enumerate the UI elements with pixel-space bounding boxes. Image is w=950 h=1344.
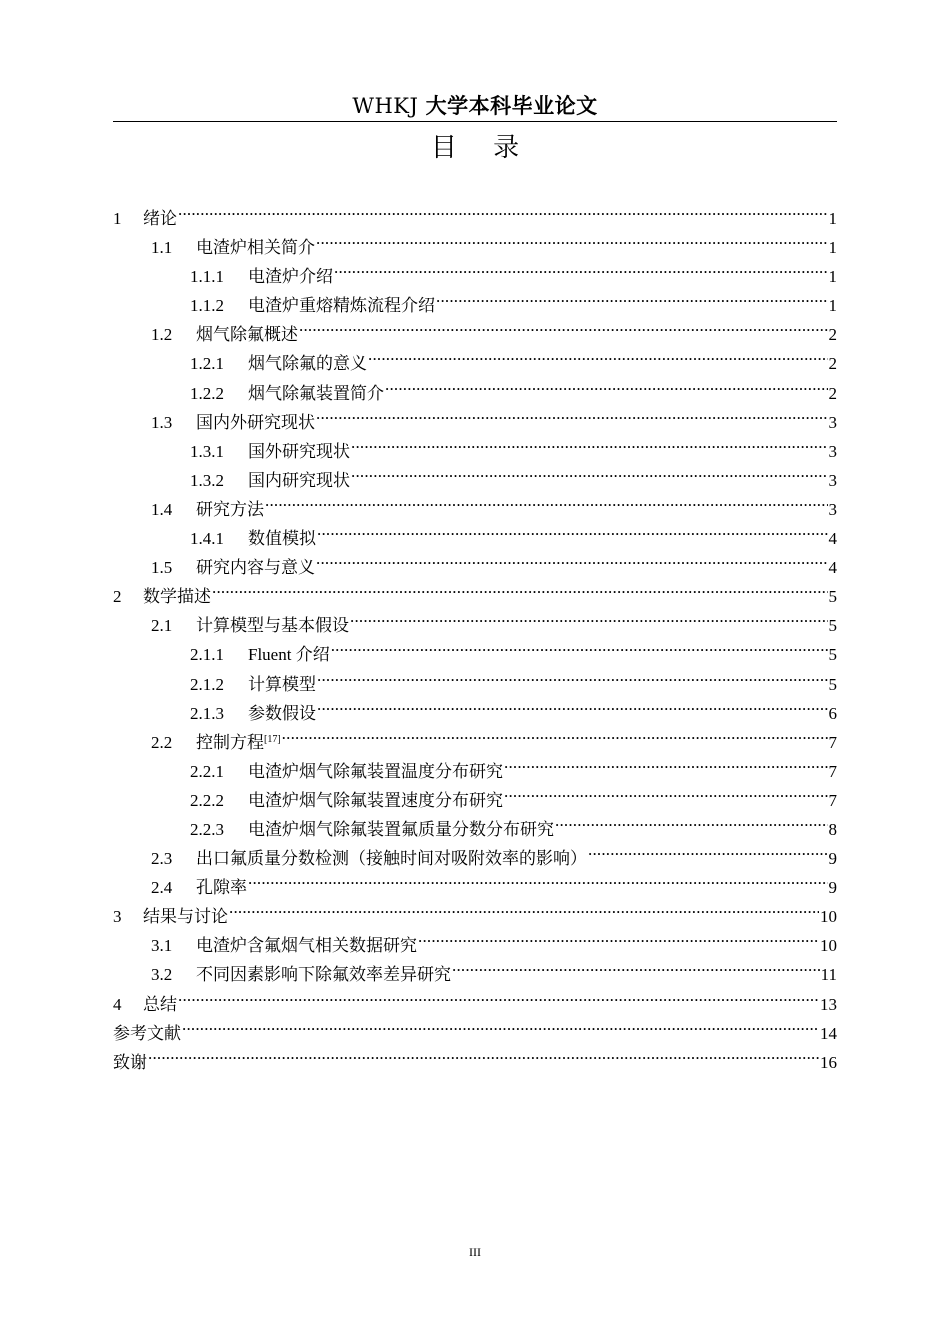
toc-entry-page: 3: [828, 499, 837, 519]
toc-entry-page: 8: [828, 819, 837, 839]
dot-leader: [299, 311, 828, 340]
toc-entry-title-text: 研究内容与意义: [196, 558, 315, 578]
dot-leader: [588, 835, 828, 864]
toc-entry[interactable]: [113, 573, 837, 607]
toc-title: 目 录: [430, 133, 534, 163]
toc-entry-page: 1: [828, 296, 837, 316]
dot-leader: [504, 748, 828, 777]
toc-entry-title-text: 烟气除氟概述: [196, 325, 298, 345]
dot-leader: [555, 806, 828, 835]
toc-entry[interactable]: [113, 1010, 837, 1043]
dot-leader: [248, 864, 828, 893]
toc-entry-page: 5: [828, 674, 837, 694]
toc-entry-number: 1.1.2: [190, 296, 224, 316]
toc-entry-page: 13: [820, 994, 837, 1014]
toc-entry-title: [143, 990, 177, 1019]
toc-entry[interactable]: [113, 224, 837, 258]
toc-entry-page: 2: [828, 354, 837, 374]
toc-entry-number: 2.2.2: [190, 790, 224, 810]
toc-entry-title-text: 烟气除氟的意义: [248, 354, 367, 374]
toc-entry-page: 3: [828, 470, 837, 490]
header-prefix: WHKJ: [352, 94, 419, 118]
toc-entry-page: 7: [828, 732, 837, 752]
toc-entry-number: 2.2: [151, 732, 173, 752]
toc-entry-number: 3.1: [151, 936, 173, 956]
toc-entry-number: 4: [113, 994, 122, 1014]
dot-leader: [504, 777, 828, 806]
toc-entry-title-text: Fluent 介绍: [248, 645, 330, 665]
table-of-contents: [113, 195, 837, 1072]
toc-entry-number: 2.1.3: [190, 703, 224, 723]
header-rule: [113, 121, 837, 122]
toc-entry-number: 1.4: [151, 499, 173, 519]
toc-entry-page: 4: [828, 558, 837, 578]
toc-entry-title-text: 烟气除氟装置简介: [248, 383, 384, 403]
dot-leader: [178, 195, 828, 224]
toc-entry-title-text: 计算模型: [248, 674, 316, 694]
toc-entry-title: [248, 786, 503, 815]
toc-entry-page: 4: [828, 529, 837, 549]
toc-entry-number: 2.1: [151, 616, 173, 636]
toc-entry-page: 7: [828, 790, 837, 810]
toc-entry-title: [143, 902, 228, 931]
toc-entry-page: 6: [828, 703, 837, 723]
dot-leader: [351, 428, 828, 457]
toc-entry-title: [248, 524, 316, 553]
page-header: [113, 92, 837, 120]
toc-entry-title: [248, 349, 367, 378]
toc-entry-number: 1.1: [151, 238, 173, 258]
toc-entry-title-text: 电渣炉相关简介: [196, 238, 315, 258]
toc-entry-title: [143, 582, 211, 611]
toc-entry-title-text: 致谢: [113, 1052, 147, 1072]
toc-entry-title-text: 国内外研究现状: [196, 412, 315, 432]
toc-entry-number: 2.2.1: [190, 761, 224, 781]
dot-leader: [182, 1010, 819, 1039]
toc-entry-title-text: 总结: [143, 994, 177, 1014]
toc-entry-title-text: 结果与讨论: [143, 907, 228, 927]
toc-entry-title-text: 国内研究现状: [248, 470, 350, 490]
toc-entry-page: 10: [820, 907, 837, 927]
dot-leader: [334, 253, 828, 282]
dot-leader: [317, 515, 828, 544]
toc-entry-title: [196, 495, 264, 524]
toc-entry-title: [196, 408, 315, 437]
toc-entry-title: [248, 670, 316, 699]
dot-leader: [282, 719, 828, 748]
toc-entry-title-text: 计算模型与基本假设: [196, 616, 349, 636]
dot-leader: [316, 544, 828, 573]
toc-entry[interactable]: [113, 1039, 837, 1072]
header-suffix: 大学本科毕业论文: [425, 93, 598, 118]
toc-entry-page: 10: [820, 936, 837, 956]
toc-entry-title-text: 孔隙率: [196, 878, 247, 898]
toc-entry-title: [196, 233, 315, 262]
toc-entry-title-text: 国外研究现状: [248, 441, 350, 461]
toc-entry-title-text: 不同因素影响下除氟效率差异研究: [196, 965, 451, 985]
dot-leader: [316, 399, 828, 428]
citation-reference: [17]: [264, 733, 281, 745]
toc-entry-title: [248, 815, 554, 844]
toc-entry-number: 1.2: [151, 325, 173, 345]
toc-entry-page: 5: [828, 616, 837, 636]
toc-entry-page: 2: [828, 383, 837, 403]
toc-entry[interactable]: [113, 602, 837, 636]
toc-entry-title-text: 参考文献: [113, 1023, 181, 1043]
toc-entry-title-text: 电渣炉介绍: [248, 267, 333, 287]
toc-entry-title-text: 出口氟质量分数检测（接触时间对吸附效率的影响）: [196, 849, 587, 869]
toc-entry-page: 1: [828, 238, 837, 258]
toc-entry-title-text: 数值模拟: [248, 529, 316, 549]
toc-entry-title-text: 电渣炉烟气除氟装置温度分布研究: [248, 761, 503, 781]
dot-leader: [331, 631, 828, 660]
toc-entry-title-text: 数学描述: [143, 587, 211, 607]
toc-entry-number: 1.3.1: [190, 441, 224, 461]
dot-leader: [385, 370, 828, 399]
toc-entry-number: 1.3: [151, 412, 173, 432]
toc-entry-page: 3: [828, 412, 837, 432]
toc-entry[interactable]: [113, 195, 837, 228]
toc-entry-number: 1.2.1: [190, 354, 224, 374]
toc-entry-title-text: 控制方程: [196, 732, 264, 752]
toc-entry-title: [196, 320, 298, 349]
toc-entry-number: 1.1.1: [190, 267, 224, 287]
toc-entry-number: 1.3.2: [190, 470, 224, 490]
dot-leader: [317, 661, 828, 690]
dot-leader: [316, 224, 828, 253]
toc-entry-title-text: 电渣炉烟气除氟装置速度分布研究: [248, 790, 503, 810]
toc-entry[interactable]: [113, 981, 837, 1014]
toc-entry-title: [196, 931, 417, 960]
toc-entry-title-text: 研究方法: [196, 499, 264, 519]
toc-entry-page: 11: [820, 965, 837, 985]
toc-entry-title: [143, 204, 177, 233]
toc-entry-page: 2: [828, 325, 837, 345]
toc-entry-title: [113, 1048, 147, 1077]
toc-entry-title: [248, 757, 503, 786]
toc-entry-number: 1: [113, 209, 122, 228]
toc-entry-number: 3.2: [151, 965, 173, 985]
toc-entry-page: 5: [828, 645, 837, 665]
dot-leader: [368, 340, 828, 369]
toc-entry-page: 7: [828, 761, 837, 781]
dot-leader: [418, 922, 819, 951]
toc-entry-number: 1.2.2: [190, 383, 224, 403]
dot-leader: [350, 602, 828, 631]
dot-leader: [351, 457, 828, 486]
toc-entry-title-text: 电渣炉含氟烟气相关数据研究: [196, 936, 417, 956]
dot-leader: [452, 951, 820, 980]
toc-entry-number: 2.3: [151, 849, 173, 869]
toc-entry-title-text: 参数假设: [248, 703, 316, 723]
toc-entry-page: 1: [828, 209, 837, 228]
toc-entry-page: 1: [828, 267, 837, 287]
toc-entry-number: 2: [113, 587, 122, 607]
toc-entry-number: 2.1.1: [190, 645, 224, 665]
toc-entry-title-text: 电渣炉烟气除氟装置氟质量分数分布研究: [248, 819, 554, 839]
toc-entry-number: 1.4.1: [190, 529, 224, 549]
toc-entry-title: [248, 262, 333, 291]
dot-leader: [148, 1039, 819, 1068]
dot-leader: [265, 486, 828, 515]
toc-entry-title: [196, 728, 281, 757]
toc-entry-title: [196, 611, 349, 640]
toc-entry-page: 9: [828, 878, 837, 898]
toc-entry-number: 3: [113, 907, 122, 927]
page-number: III: [469, 1245, 481, 1259]
toc-entry-page: 9: [828, 849, 837, 869]
toc-entry-title-text: 电渣炉重熔精炼流程介绍: [248, 296, 435, 316]
toc-entry-page: 16: [820, 1052, 837, 1072]
dot-leader: [436, 282, 828, 311]
toc-entry-title-text: 绪论: [143, 209, 177, 228]
dot-leader: [229, 893, 819, 922]
toc-entry-page: 5: [828, 587, 837, 607]
toc-entry-page: 14: [820, 1023, 837, 1043]
toc-entry-number: 2.4: [151, 878, 173, 898]
dot-leader: [178, 981, 819, 1010]
toc-entry-title: [248, 437, 350, 466]
toc-entry-number: 2.2.3: [190, 819, 224, 839]
toc-entry-number: 2.1.2: [190, 674, 224, 694]
toc-entry-page: 3: [828, 441, 837, 461]
toc-entry-number: 1.5: [151, 558, 173, 578]
dot-leader: [317, 690, 828, 719]
dot-leader: [212, 573, 828, 602]
